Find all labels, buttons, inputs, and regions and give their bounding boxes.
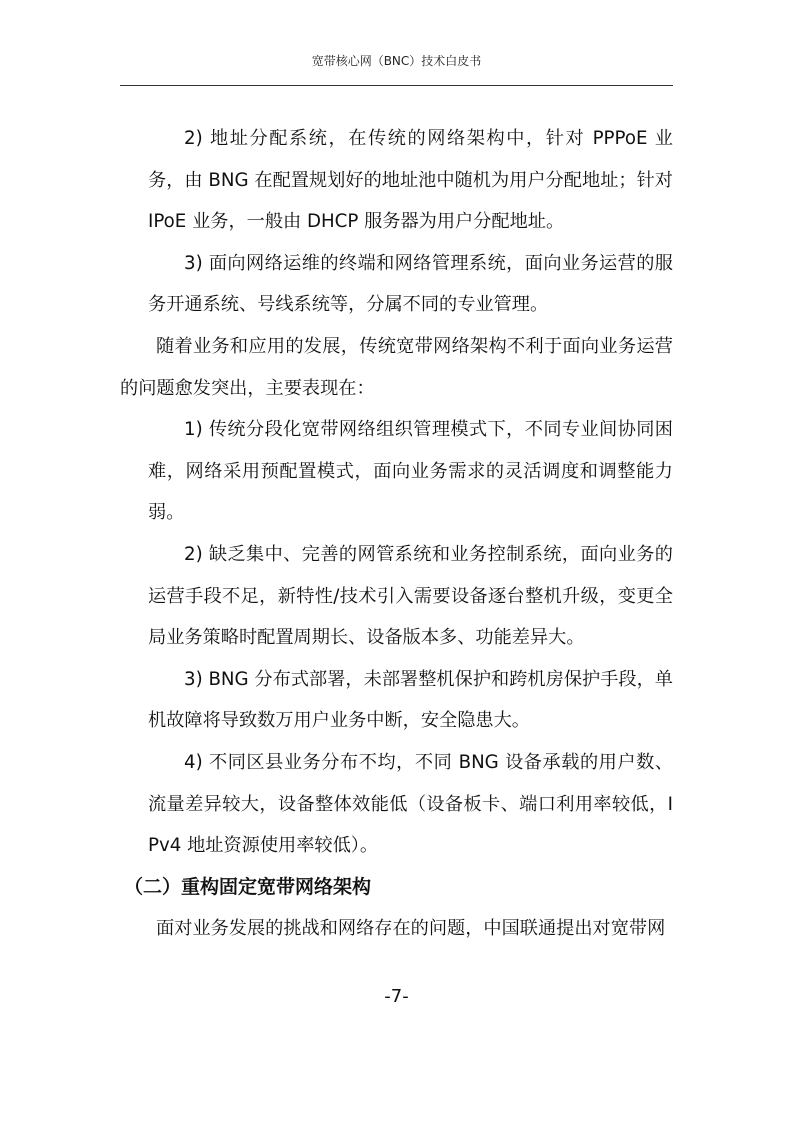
- section-heading: （二）重构固定宽带网络架构: [124, 875, 372, 898]
- list-item-problem-4: 4) 不同区县业务分布不均，不同 BNG 设备承载的用户数、流量差异较大，设备整体效能低（设备板卡、端口利用率较低，IPv4 地址资源使用率较低）。: [148, 751, 673, 857]
- list-item-problem-3: 3) BNG 分布式部署，未部署整机保护和跨机房保护手段，单机故障将导致数万用户业务中断，安全隐患大。: [148, 668, 673, 732]
- paragraph-challenge: 面对业务发展的挑战和网络存在的问题，中国联通提出对宽带网: [156, 918, 666, 940]
- paragraph-development: 随着业务和应用的发展，传统宽带网络架构不利于面向业务运营的问题愈发突出，主要表现在：: [120, 335, 673, 399]
- page-number: -7-: [384, 986, 409, 1007]
- list-item-address-allocation: 2) 地址分配系统，在传统的网络架构中，针对 PPPoE 业务，由 BNG 在配置规划好的地址池中随机为用户分配地址；针对 IPoE 业务，一般由 DHCP 服务器为用户分配地址。: [148, 128, 673, 233]
- list-item-network-ops: 3) 面向网络运维的终端和网络管理系统，面向业务运营的服务开通系统、号线系统等，分属不同的专业管理。: [148, 252, 673, 316]
- running-header: 宽带核心网（BNC）技术白皮书: [311, 54, 482, 68]
- document-body: [120, 118, 673, 950]
- list-item-problem-1: 1) 传统分段化宽带网络组织管理模式下，不同专业间协同困难，网络采用预配置模式，面向业务需求的灵活调度和调整能力弱。: [148, 419, 673, 524]
- header-divider: [120, 85, 673, 86]
- list-item-problem-2: 2) 缺乏集中、完善的网管系统和业务控制系统，面向业务的运营手段不足，新特性/技术引入需要设备逐台整机升级，变更全局业务策略时配置周期长、设备版本多、功能差异大。: [148, 543, 673, 649]
